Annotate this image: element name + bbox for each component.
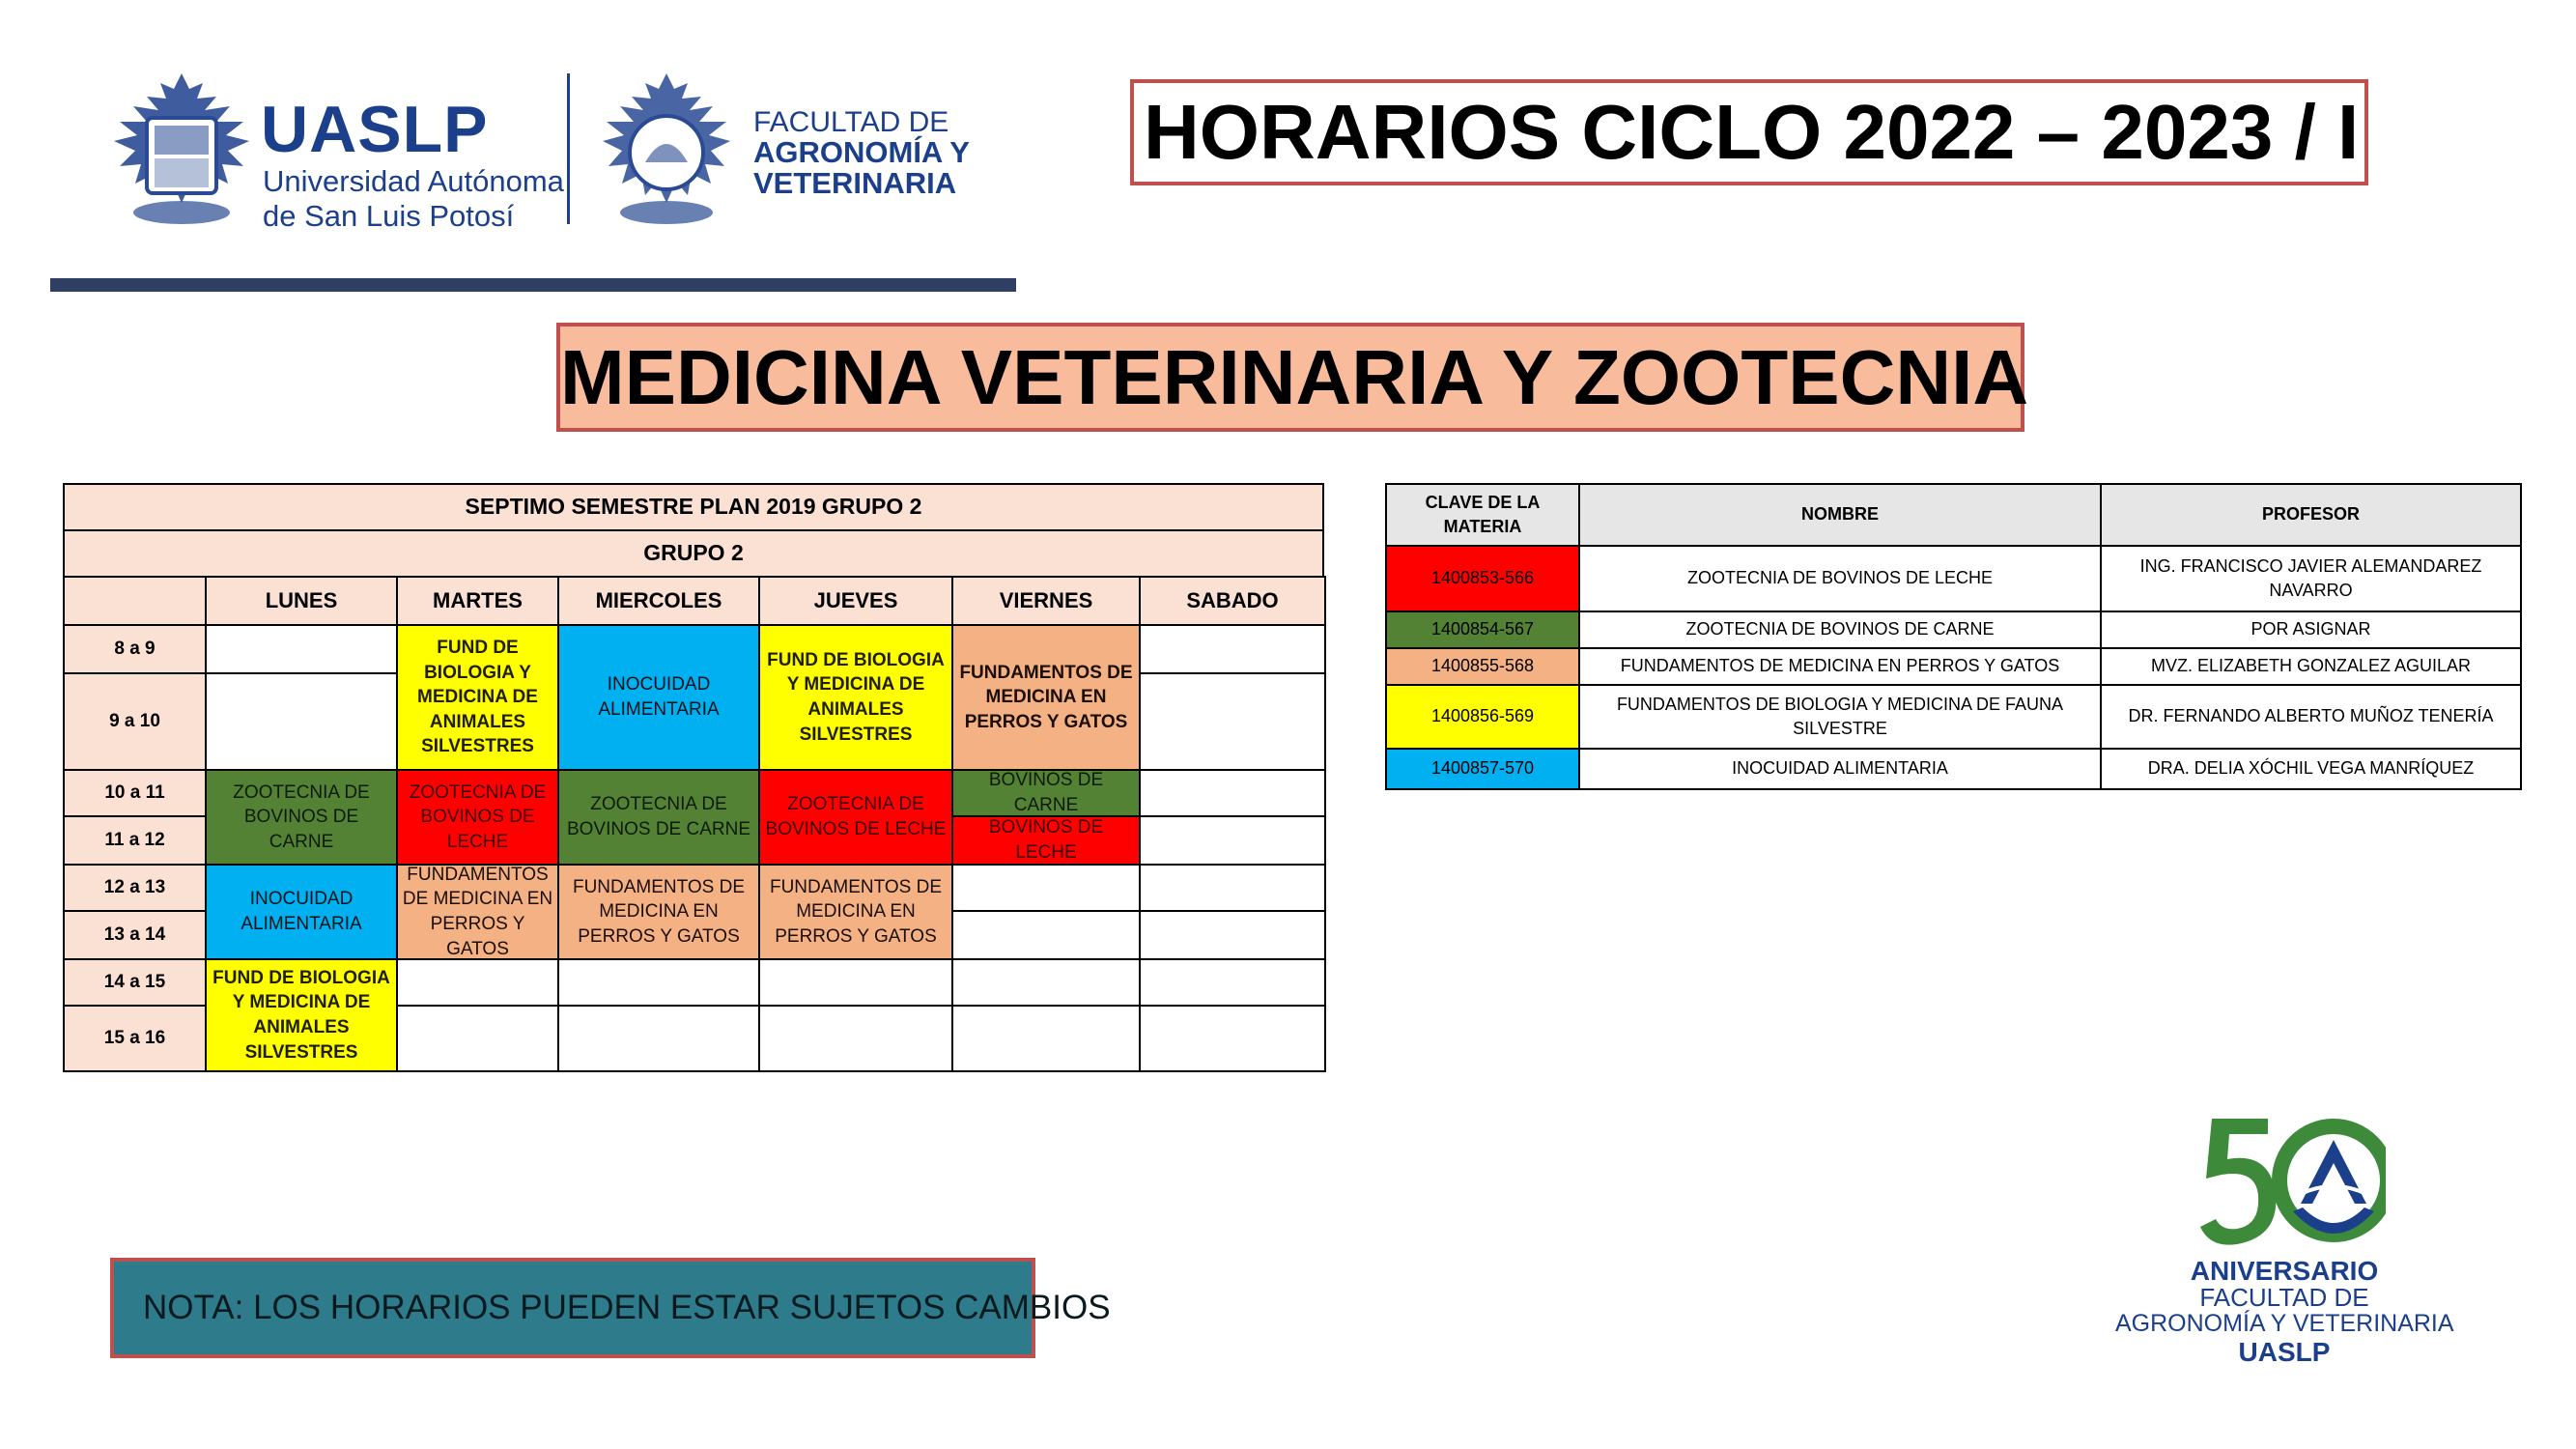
day-header-viernes: VIERNES bbox=[951, 576, 1141, 626]
class-block: BOVINOS DE LECHE bbox=[951, 815, 1141, 866]
subject-name: FUNDAMENTOS DE MEDICINA EN PERROS Y GATOS bbox=[1578, 647, 2102, 686]
time-slot-label: 13 a 14 bbox=[63, 910, 207, 960]
class-block: FUND DE BIOLOGIA Y MEDICINA DE ANIMALES SILVESTRES bbox=[758, 624, 953, 771]
header-profesor: PROFESOR bbox=[2100, 483, 2522, 547]
time-column-header bbox=[63, 576, 207, 626]
time-slot-label: 8 a 9 bbox=[63, 624, 207, 674]
subject-professor: POR ASIGNAR bbox=[2100, 611, 2522, 649]
class-block: FUND DE BIOLOGIA Y MEDICINA DE ANIMALES SILVESTRES bbox=[205, 958, 398, 1072]
subject-professor: MVZ. ELIZABETH GONZALEZ AGUILAR bbox=[2100, 647, 2522, 686]
empty-slot bbox=[951, 864, 1141, 912]
subject-code: 1400857-570 bbox=[1385, 748, 1580, 790]
day-header-sabado: SABADO bbox=[1139, 576, 1326, 626]
empty-slot bbox=[951, 958, 1141, 1007]
schedule-note: NOTA: LOS HORARIOS PUEDEN ESTAR SUJETOS CAMBIOS bbox=[110, 1258, 1035, 1358]
empty-slot bbox=[758, 958, 953, 1007]
class-block: FUNDAMENTOS DE MEDICINA EN PERROS Y GATOS bbox=[758, 864, 953, 960]
time-slot-label: 10 a 11 bbox=[63, 769, 207, 817]
anniversary-faculty-line: FACULTAD DE bbox=[2199, 1283, 2369, 1312]
day-header-lunes: LUNES bbox=[205, 576, 398, 626]
empty-slot bbox=[396, 958, 559, 1007]
anniversary-title: ANIVERSARIO bbox=[2190, 1256, 2379, 1286]
time-slot-label: 9 a 10 bbox=[63, 672, 207, 771]
empty-slot bbox=[1139, 624, 1326, 674]
faculty-eagle-shield-icon bbox=[597, 68, 736, 232]
class-block: ZOOTECNIA DE BOVINOS DE LECHE bbox=[396, 769, 559, 866]
header-nombre: NOMBRE bbox=[1578, 483, 2102, 547]
header-clave: CLAVE DE LA MATERIA bbox=[1385, 483, 1580, 547]
empty-slot bbox=[1139, 958, 1326, 1007]
class-block: FUND DE BIOLOGIA Y MEDICINA DE ANIMALES SILVESTRES bbox=[396, 624, 559, 771]
subject-name: INOCUIDAD ALIMENTARIA bbox=[1578, 748, 2102, 790]
empty-slot bbox=[951, 910, 1141, 960]
subject-code: 1400855-568 bbox=[1385, 647, 1580, 686]
subject-code: 1400853-566 bbox=[1385, 545, 1580, 612]
subjects-table bbox=[1385, 483, 2520, 788]
subject-professor: DR. FERNANDO ALBERTO MUÑOZ TENERÍA bbox=[2100, 684, 2522, 750]
subject-professor: ING. FRANCISCO JAVIER ALEMANDAREZ NAVARRO bbox=[2100, 545, 2522, 612]
anniversary-agronomia-line: AGRONOMÍA Y VETERINARIA bbox=[2115, 1310, 2454, 1337]
group-title: GRUPO 2 bbox=[63, 529, 1324, 578]
time-slot-label: 15 a 16 bbox=[63, 1005, 207, 1072]
faculty-name-line3: VETERINARIA bbox=[753, 166, 957, 200]
class-block: BOVINOS DE CARNE bbox=[951, 769, 1141, 817]
day-header-jueves: JUEVES bbox=[758, 576, 953, 626]
anniversary-uaslp-line: UASLP bbox=[2238, 1337, 2331, 1367]
class-block: ZOOTECNIA DE BOVINOS DE CARNE bbox=[557, 769, 760, 866]
header-rule bbox=[50, 278, 1016, 292]
empty-slot bbox=[1139, 864, 1326, 912]
logo-divider bbox=[567, 73, 570, 224]
subject-code: 1400856-569 bbox=[1385, 684, 1580, 750]
day-header-martes: MARTES bbox=[396, 576, 559, 626]
empty-slot bbox=[557, 1005, 760, 1072]
50-anniversary-emblem-icon bbox=[2193, 1111, 2386, 1256]
schedule-table bbox=[63, 483, 1324, 1070]
class-block: INOCUIDAD ALIMENTARIA bbox=[557, 624, 760, 771]
subject-name: ZOOTECNIA DE BOVINOS DE LECHE bbox=[1578, 545, 2102, 612]
empty-slot bbox=[758, 1005, 953, 1072]
subject-name: FUNDAMENTOS DE BIOLOGIA Y MEDICINA DE FAUNA SILVESTRE bbox=[1578, 684, 2102, 750]
uaslp-subtitle-line1: Universidad Autónoma bbox=[263, 164, 564, 198]
class-block: ZOOTECNIA DE BOVINOS DE CARNE bbox=[205, 769, 398, 866]
time-slot-label: 11 a 12 bbox=[63, 815, 207, 866]
empty-slot bbox=[396, 1005, 559, 1072]
empty-slot bbox=[205, 672, 398, 771]
class-block: FUNDAMENTOS DE MEDICINA EN PERROS Y GATOS bbox=[557, 864, 760, 960]
empty-slot bbox=[205, 624, 398, 674]
career-title: MEDICINA VETERINARIA Y ZOOTECNIA bbox=[556, 323, 2024, 432]
day-header-miercoles: MIERCOLES bbox=[557, 576, 760, 626]
uaslp-wordmark: UASLP bbox=[261, 93, 489, 166]
faculty-name-line2: AGRONOMÍA Y bbox=[753, 135, 970, 169]
empty-slot bbox=[1139, 769, 1326, 817]
empty-slot bbox=[1139, 815, 1326, 866]
empty-slot bbox=[1139, 672, 1326, 771]
empty-slot bbox=[951, 1005, 1141, 1072]
empty-slot bbox=[557, 958, 760, 1007]
semester-title: SEPTIMO SEMESTRE PLAN 2019 GRUPO 2 bbox=[63, 483, 1324, 531]
uaslp-subtitle-line2: de San Luis Potosí bbox=[263, 199, 515, 233]
class-block: ZOOTECNIA DE BOVINOS DE LECHE bbox=[758, 769, 953, 866]
subject-name: ZOOTECNIA DE BOVINOS DE CARNE bbox=[1578, 611, 2102, 649]
university-eagle-shield-icon bbox=[108, 68, 255, 232]
class-block: FUNDAMENTOS DE MEDICINA EN PERROS Y GATOS bbox=[396, 864, 559, 960]
class-block: FUNDAMENTOS DE MEDICINA EN PERROS Y GATOS bbox=[951, 624, 1141, 771]
time-slot-label: 12 a 13 bbox=[63, 864, 207, 912]
empty-slot bbox=[1139, 1005, 1326, 1072]
class-block: INOCUIDAD ALIMENTARIA bbox=[205, 864, 398, 960]
time-slot-label: 14 a 15 bbox=[63, 958, 207, 1007]
empty-slot bbox=[1139, 910, 1326, 960]
subject-code: 1400854-567 bbox=[1385, 611, 1580, 649]
subject-professor: DRA. DELIA XÓCHIL VEGA MANRÍQUEZ bbox=[2100, 748, 2522, 790]
faculty-name-line1: FACULTAD DE bbox=[753, 106, 949, 138]
page-title: HORARIOS CICLO 2022 – 2023 / I bbox=[1130, 79, 2368, 185]
